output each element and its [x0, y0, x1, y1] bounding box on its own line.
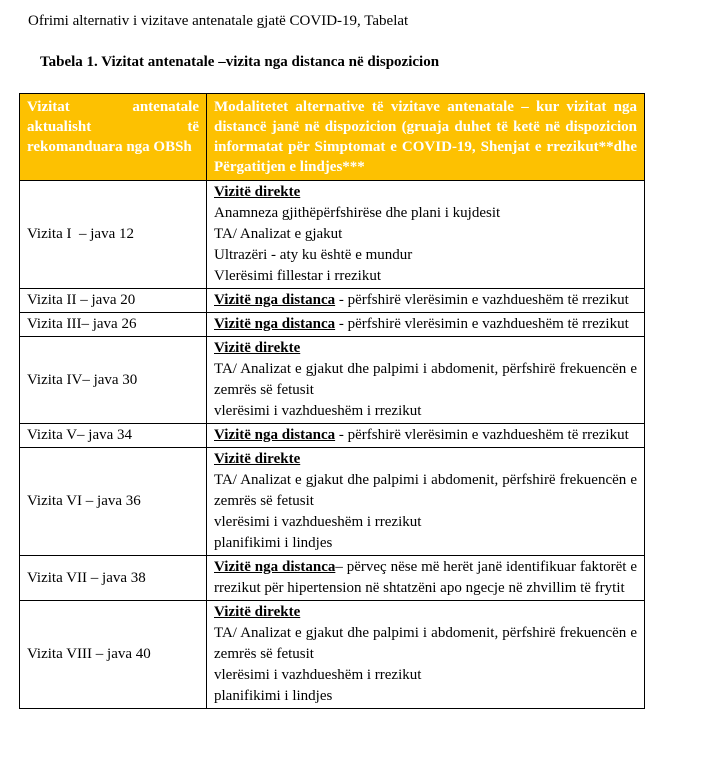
table-row-visit-8: [20, 601, 645, 709]
detail-line: vlerësimi i vazhdueshëm i rrezikut: [214, 514, 422, 530]
header-text: Modalitetet alternative të vizitave antenatale – kur vizitat nga distancë janë në dispozicion (gruaja duhet të ketë në dispozicion informatat për Simptomat e COVID-19, Shenjat e rrezikut**dhe Përgatitjen e lindjes***: [214, 99, 637, 175]
detail-line: planifikimi i lindjes: [214, 688, 333, 704]
visit-details-cell: [207, 313, 645, 337]
detail-text: - përfshirë vlerësimin e vazhdueshëm të rrezikut: [335, 427, 629, 443]
visit-label: Vizita V– java 34: [20, 424, 207, 448]
table-row-visit-3: [20, 313, 645, 337]
visit-details-cell: [207, 181, 645, 289]
visit-label: Vizita I – java 12: [20, 181, 207, 289]
visit-details-cell: [207, 448, 645, 556]
visit-details-cell: [207, 601, 645, 709]
visit-label: Vizita IV– java 30: [20, 337, 207, 424]
document-title: Ofrimi alternativ i vizitave antenatale gjatë COVID-19, Tabelat: [28, 13, 409, 29]
visit-type-heading: Vizitë direkte: [214, 604, 301, 620]
table-row-visit-7: [20, 556, 645, 601]
detail-line: vlerësimi i vazhdueshëm i rrezikut: [214, 403, 422, 419]
detail-line: TA/ Analizat e gjakut: [214, 226, 343, 242]
visit-type-heading: Vizitë nga distanca: [214, 427, 336, 443]
detail-paragraph: TA/ Analizat e gjakut dhe palpimi i abdomenit, përfshirë frekuencën e zemrës së fetusit: [214, 361, 637, 398]
table-row-visit-6: [20, 448, 645, 556]
table-header-row: [20, 94, 645, 181]
visit-type-heading: Vizitë nga distanca: [214, 292, 336, 308]
detail-paragraph: TA/ Analizat e gjakut dhe palpimi i abdomenit, përfshirë frekuencën e zemrës së fetusit: [214, 625, 637, 662]
antenatal-visits-table: [19, 93, 645, 709]
table-caption: Tabela 1. Vizitat antenatale –vizita nga distanca në dispozicion: [40, 54, 440, 70]
table-row-visit-5: [20, 424, 645, 448]
table-row-visit-1: [20, 181, 645, 289]
visit-label: Vizita II – java 20: [20, 289, 207, 313]
table-row-visit-4: [20, 337, 645, 424]
detail-text: - përfshirë vlerësimin e vazhdueshëm të rrezikut: [335, 292, 629, 308]
header-cell-recommended-visits: [20, 94, 207, 181]
table-row-visit-2: [20, 289, 645, 313]
detail-line: Vlerësimi fillestar i rrezikut: [214, 268, 382, 284]
header-line: rekomanduara nga OBSh: [27, 139, 192, 155]
visit-details-cell: [207, 556, 645, 601]
header-line: aktualisht të: [27, 119, 199, 135]
visit-details-cell: [207, 424, 645, 448]
detail-line: Anamneza gjithëpërfshirëse dhe plani i kujdesit: [214, 205, 501, 221]
detail-text: – përveç nëse më herët janë identifikuar faktorët e rrezikut për hipertension në shtatzëni apo ngecje në zhvillim të frytit: [214, 559, 638, 596]
visit-details-cell: [207, 337, 645, 424]
detail-line: planifikimi i lindjes: [214, 535, 333, 551]
visit-type-heading: Vizitë nga distanca: [214, 316, 336, 332]
header-cell-alternative-modalities: [207, 94, 645, 181]
visit-type-heading: Vizitë direkte: [214, 451, 301, 467]
visit-type-heading: Vizitë direkte: [214, 340, 301, 356]
visit-label: Vizita III– java 26: [20, 313, 207, 337]
detail-line: vlerësimi i vazhdueshëm i rrezikut: [214, 667, 422, 683]
visit-label: Vizita VIII – java 40: [20, 601, 207, 709]
visit-type-heading: Vizitë direkte: [214, 184, 301, 200]
detail-text: - përfshirë vlerësimin e vazhdueshëm të rrezikut: [335, 316, 629, 332]
visit-label: Vizita VII – java 38: [20, 556, 207, 601]
visit-label: Vizita VI – java 36: [20, 448, 207, 556]
visit-details-cell: [207, 289, 645, 313]
detail-paragraph: TA/ Analizat e gjakut dhe palpimi i abdomenit, përfshirë frekuencën e zemrës së fetusit: [214, 472, 637, 509]
detail-line: Ultrazëri - aty ku është e mundur: [214, 247, 413, 263]
header-line: Vizitat antenatale: [27, 99, 199, 115]
visit-type-heading: Vizitë nga distanca: [214, 559, 336, 575]
